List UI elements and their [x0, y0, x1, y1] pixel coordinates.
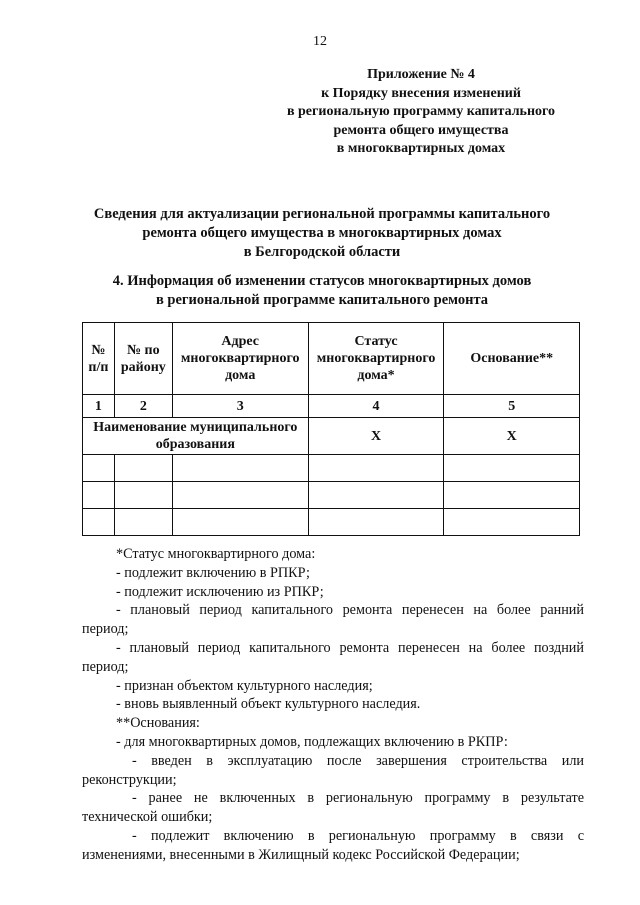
- column-number: 5: [444, 395, 580, 418]
- appendix-heading: [280, 66, 562, 159]
- table-cell: [83, 455, 115, 482]
- basis-intro: - для многоквартирных домов, подлежащих включению в РКПР:: [116, 733, 508, 750]
- title-line: Сведения для актуализации региональной программы капитального: [93, 206, 551, 222]
- table-row: [83, 482, 580, 509]
- municipality-status-cell: X: [308, 418, 444, 455]
- footnotes: [82, 545, 584, 865]
- table-header-row: [83, 323, 580, 395]
- table-cell: [308, 482, 444, 509]
- section-line: 4. Информация об изменении статусов многоквартирных домов: [112, 273, 532, 289]
- status-item: - подлежит включению в РПКР;: [116, 564, 310, 581]
- header-cell-address: Адрес многоквартирного дома: [172, 323, 308, 395]
- table-cell: [114, 455, 172, 482]
- table-cell: [172, 455, 308, 482]
- section-title: [80, 272, 564, 310]
- title-line: в Белгородской области: [243, 244, 401, 260]
- status-item: - вновь выявленный объект культурного наследия.: [116, 696, 421, 713]
- header-cell-district-number: № по району: [114, 323, 172, 395]
- column-number-row: [83, 395, 580, 418]
- status-item: - подлежит исключению из РПКР;: [116, 583, 324, 600]
- municipality-basis-cell: X: [444, 418, 580, 455]
- header-cell-number: № п/п: [83, 323, 115, 395]
- table-cell: [83, 509, 115, 536]
- header-cell-basis: Основание**: [444, 323, 580, 395]
- table-cell: [444, 482, 580, 509]
- header-cell-status: Статус многоквартирного дома*: [308, 323, 444, 395]
- table-cell: [114, 482, 172, 509]
- status-item: - плановый период капитального ремонта перенесен на более поздний период;: [82, 639, 584, 675]
- table-cell: [114, 509, 172, 536]
- column-number: 1: [83, 395, 115, 418]
- status-item: - признан объектом культурного наследия;: [116, 677, 373, 694]
- table-row: [83, 509, 580, 536]
- column-number: 4: [308, 395, 444, 418]
- table-cell: [308, 455, 444, 482]
- status-item: - плановый период капитального ремонта перенесен на более ранний период;: [82, 602, 584, 638]
- status-heading: *Статус многоквартирного дома:: [116, 546, 316, 562]
- basis-item: - ранее не включенных в региональную программу в результате технической ошибки;: [82, 790, 584, 826]
- basis-heading: **Основания:: [116, 715, 200, 732]
- table-cell: [83, 482, 115, 509]
- basis-item: - введен в эксплуатацию после завершения строительства или реконструкции;: [82, 752, 584, 788]
- table-cell: [172, 482, 308, 509]
- title-line: ремонта общего имущества в многоквартирных домах: [142, 225, 502, 241]
- appendix-line: ремонта общего имущества: [333, 122, 509, 138]
- appendix-line: в многоквартирных домах: [336, 141, 506, 156]
- table-row: [83, 455, 580, 482]
- table-cell: [444, 509, 580, 536]
- document-title: [80, 205, 564, 262]
- basis-item: - подлежит включению в региональную программу в связи с изменениями, внесенными в Жилищный кодекс Российской Федерации;: [82, 827, 584, 863]
- column-number: 3: [172, 395, 308, 418]
- appendix-line: к Порядку внесения изменений: [321, 85, 521, 101]
- table-cell: [308, 509, 444, 536]
- appendix-line: в региональную программу капитального: [286, 104, 556, 119]
- municipality-label: Наименование муниципального образования: [83, 418, 309, 455]
- status-change-table: [82, 322, 580, 536]
- page-number: 12: [313, 34, 327, 49]
- municipality-row: [83, 418, 580, 455]
- table-cell: [444, 455, 580, 482]
- section-line: в региональной программе капитального ремонта: [155, 292, 489, 308]
- column-number: 2: [114, 395, 172, 418]
- table-cell: [172, 509, 308, 536]
- appendix-line: Приложение № 4: [367, 67, 475, 82]
